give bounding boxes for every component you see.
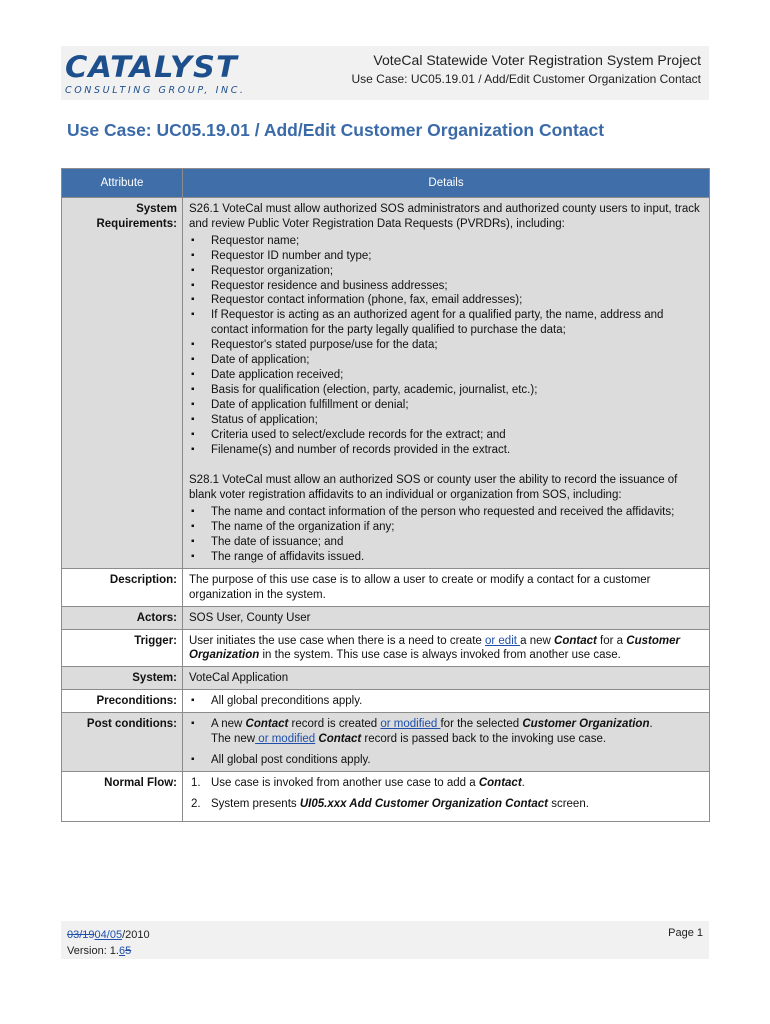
attr-system: System:: [62, 667, 183, 690]
inserted-text: or modified: [255, 733, 316, 746]
use-case-table: [61, 168, 710, 822]
list-item: ▪ All global preconditions apply.: [189, 694, 703, 709]
attr-actors: Actors:: [62, 606, 183, 629]
logo-tagline: CONSULTING GROUP, INC.: [65, 85, 246, 96]
list-item: ▪ Status of application;: [189, 413, 703, 428]
use-case-reference: Use Case: UC05.19.01 / Add/Edit Customer Organization Contact: [351, 72, 701, 86]
details-preconditions: [183, 690, 710, 713]
inserted-text: or modified: [380, 718, 441, 731]
row-system: [62, 667, 710, 690]
header-text: [351, 50, 701, 88]
s26-list: [189, 234, 703, 458]
list-item: ▪ The name and contact information of the person who requested and received the affidavits;: [189, 505, 703, 520]
normal-flow-steps: [189, 776, 703, 812]
attr-trigger: Trigger:: [62, 629, 183, 667]
details-trigger: User initiates the use case when there is a need to create or edit a new Contact for a Customer Organization in the system. This use case is always invoked from another use case.: [183, 629, 710, 667]
row-actors: [62, 606, 710, 629]
attr-preconditions: Preconditions:: [62, 690, 183, 713]
list-item: ▪ Requestor ID number and type;: [189, 249, 703, 264]
document-title: Use Case: UC05.19.01 / Add/Edit Customer Organization Contact: [67, 120, 605, 140]
row-postconditions: [62, 713, 710, 772]
list-item: ▪ Date application received;: [189, 368, 703, 383]
table-header-row: [62, 169, 710, 198]
details-system-requirements: [183, 198, 710, 569]
column-header-attribute: Attribute: [62, 169, 183, 198]
list-item: ▪ Requestor organization;: [189, 264, 703, 279]
footer-version: Version: 1.65: [67, 945, 132, 957]
logo-wordmark: CATALYST: [65, 50, 238, 84]
attr-normal-flow: Normal Flow:: [62, 771, 183, 821]
attr-postconditions: Post conditions:: [62, 713, 183, 772]
row-trigger: [62, 629, 710, 667]
s26-intro: S26.1 VoteCal must allow authorized SOS administrators and authorized county users to input, track and review Public Voter Registration Data Requests (PVRDRs), including:: [189, 203, 700, 230]
list-item: ▪ If Requestor is acting as an authorized agent for a qualified party, the name, address and contact information for the party legally qualified to purchase the data;: [189, 308, 703, 338]
column-header-details: Details: [183, 169, 710, 198]
row-system-requirements: [62, 198, 710, 569]
attr-description: Description:: [62, 568, 183, 606]
list-item: ▪ Criteria used to select/exclude records for the extract; and: [189, 428, 703, 443]
s28-intro: S28.1 VoteCal must allow an authorized SOS or county user the ability to record the issuance of blank voter registration affidavits to an individual or organization from SOS, including:: [189, 474, 678, 502]
details-normal-flow: [183, 771, 710, 821]
details-postconditions: [183, 713, 710, 772]
page-number: Page 1: [668, 927, 703, 939]
attr-system-requirements: System Requirements:: [62, 198, 183, 569]
page-header: [61, 46, 709, 100]
details-actors: SOS User, County User: [183, 606, 710, 629]
postconditions-list: [189, 717, 703, 768]
project-title: VoteCal Statewide Voter Registration System Project: [373, 52, 701, 68]
list-item: ▪ The name of the organization if any;: [189, 520, 703, 535]
catalyst-logo: [65, 52, 246, 96]
details-system: VoteCal Application: [183, 667, 710, 690]
list-item: ▪ Basis for qualification (election, party, academic, journalist, etc.);: [189, 383, 703, 398]
s28-list: [189, 505, 703, 565]
list-item: ▪ The date of issuance; and: [189, 535, 703, 550]
preconditions-list: [189, 694, 703, 709]
list-item: ▪ A new Contact record is created or modified for the selected Customer Organization. The new or modified Contact record is passed back to the invoking use case.: [189, 717, 703, 747]
row-preconditions: [62, 690, 710, 713]
list-item: ▪ Requestor contact information (phone, fax, email addresses);: [189, 293, 703, 308]
list-item: ▪ Requestor's stated purpose/use for the data;: [189, 338, 703, 353]
page-footer: [61, 921, 709, 959]
footer-meta: [67, 927, 150, 959]
row-normal-flow: [62, 771, 710, 821]
inserted-text: or edit: [484, 634, 521, 647]
flow-step: 2. System presents UI05.xxx Add Customer Organization Contact screen.: [191, 797, 589, 810]
list-item: ▪ Date of application fulfillment or denial;: [189, 398, 703, 413]
flow-step: 1. Use case is invoked from another use case to add a Contact.: [191, 776, 525, 789]
list-item: ▪ Requestor residence and business addresses;: [189, 279, 703, 294]
list-item: ▪ Filename(s) and number of records provided in the extract.: [189, 443, 703, 458]
list-item: ▪ All global post conditions apply.: [189, 753, 703, 768]
details-description: The purpose of this use case is to allow a user to create or modify a contact for a customer organization in the system.: [183, 568, 710, 606]
footer-date: 03/1904/05/2010: [67, 929, 150, 941]
list-item: ▪ The range of affidavits issued.: [189, 550, 703, 565]
row-description: [62, 568, 710, 606]
list-item: ▪ Date of application;: [189, 353, 703, 368]
list-item: ▪ Requestor name;: [189, 234, 703, 249]
